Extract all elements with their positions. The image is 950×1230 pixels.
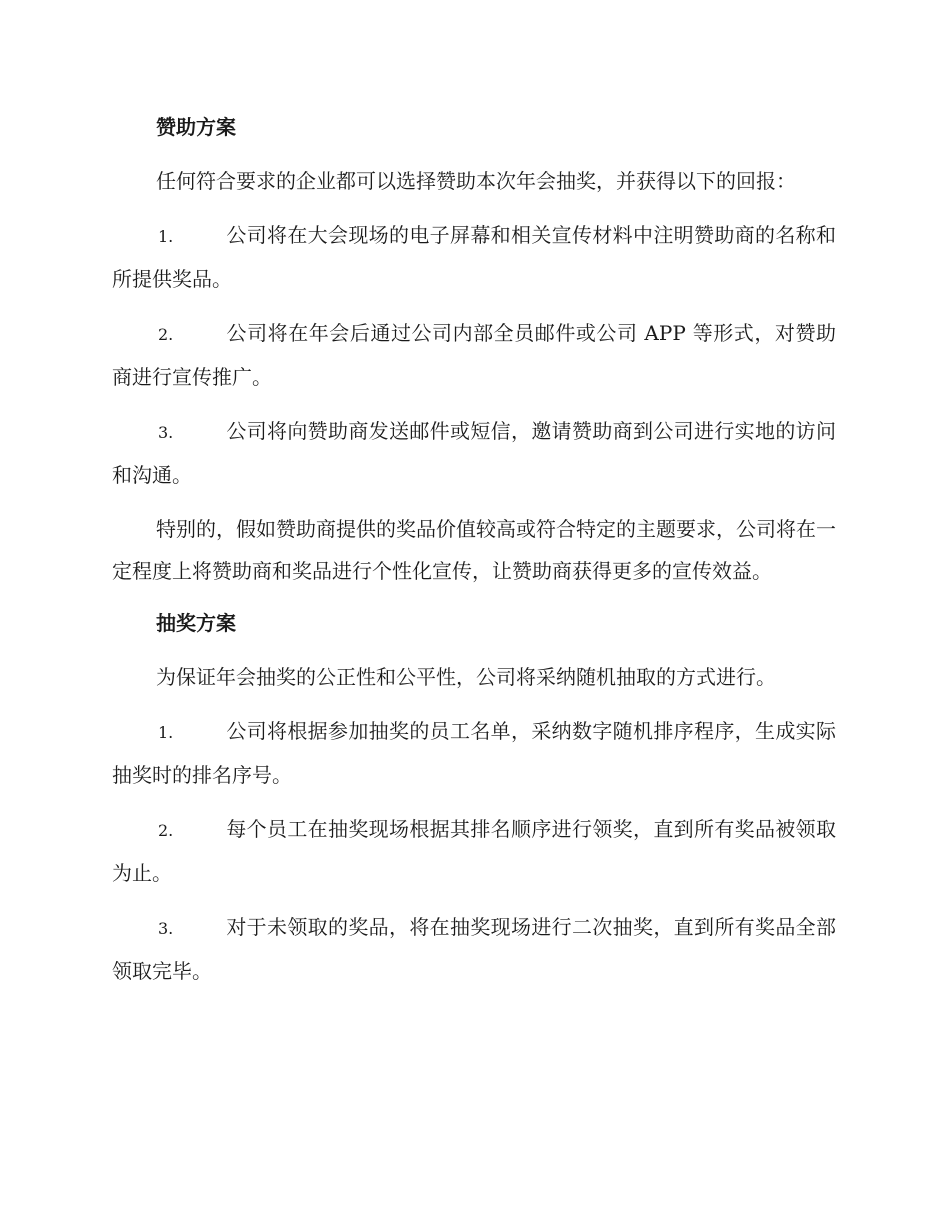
sponsor-intro: 任何符合要求的企业都可以选择赞助本次年会抽奖，并获得以下的回报： — [156, 169, 796, 193]
sponsor-list-item — [112, 214, 836, 300]
list-number: 1. — [158, 723, 174, 742]
sponsor-list-item — [112, 312, 836, 398]
sponsor-list-item — [112, 410, 836, 496]
lottery-intro: 为保证年会抽奖的公正性和公平性，公司将采纳随机抽取的方式进行。 — [156, 665, 776, 689]
lottery-list-item — [112, 808, 836, 894]
list-item-text: 每个员工在抽奖现场根据其排名顺序进行领奖，直到所有奖品被领取为止。 — [112, 817, 836, 885]
section-heading-lottery: 抽奖方案 — [156, 611, 236, 635]
sponsor-special-note: 特别的，假如赞助商提供的奖品价值较高或符合特定的主题要求，公司将在一定程度上将赞助商和奖品进行个性化宣传，让赞助商获得更多的宣传效益。 — [112, 517, 836, 583]
list-item-text: 公司将向赞助商发送邮件或短信，邀请赞助商到公司进行实地的访问和沟通。 — [112, 419, 836, 487]
lottery-list-item — [112, 710, 836, 796]
list-item-text: 公司将根据参加抽奖的员工名单，采纳数字随机排序程序，生成实际抽奖时的排名序号。 — [112, 719, 836, 787]
list-number: 1. — [158, 227, 174, 246]
lottery-list-item — [112, 906, 836, 992]
section-heading-sponsor: 赞助方案 — [156, 115, 236, 139]
list-number: 2. — [158, 325, 174, 344]
list-number: 2. — [158, 821, 174, 840]
list-item-text: 公司将在大会现场的电子屏幕和相关宣传材料中注明赞助商的名称和所提供奖品。 — [112, 223, 836, 291]
list-number: 3. — [158, 919, 174, 938]
document-body — [112, 108, 836, 1004]
list-item-text: 公司将在年会后通过公司内部全员邮件或公司 APP 等形式，对赞助商进行宣传推广。 — [112, 321, 836, 389]
list-item-text: 对于未领取的奖品，将在抽奖现场进行二次抽奖，直到所有奖品全部领取完毕。 — [112, 915, 836, 983]
list-number: 3. — [158, 423, 174, 442]
